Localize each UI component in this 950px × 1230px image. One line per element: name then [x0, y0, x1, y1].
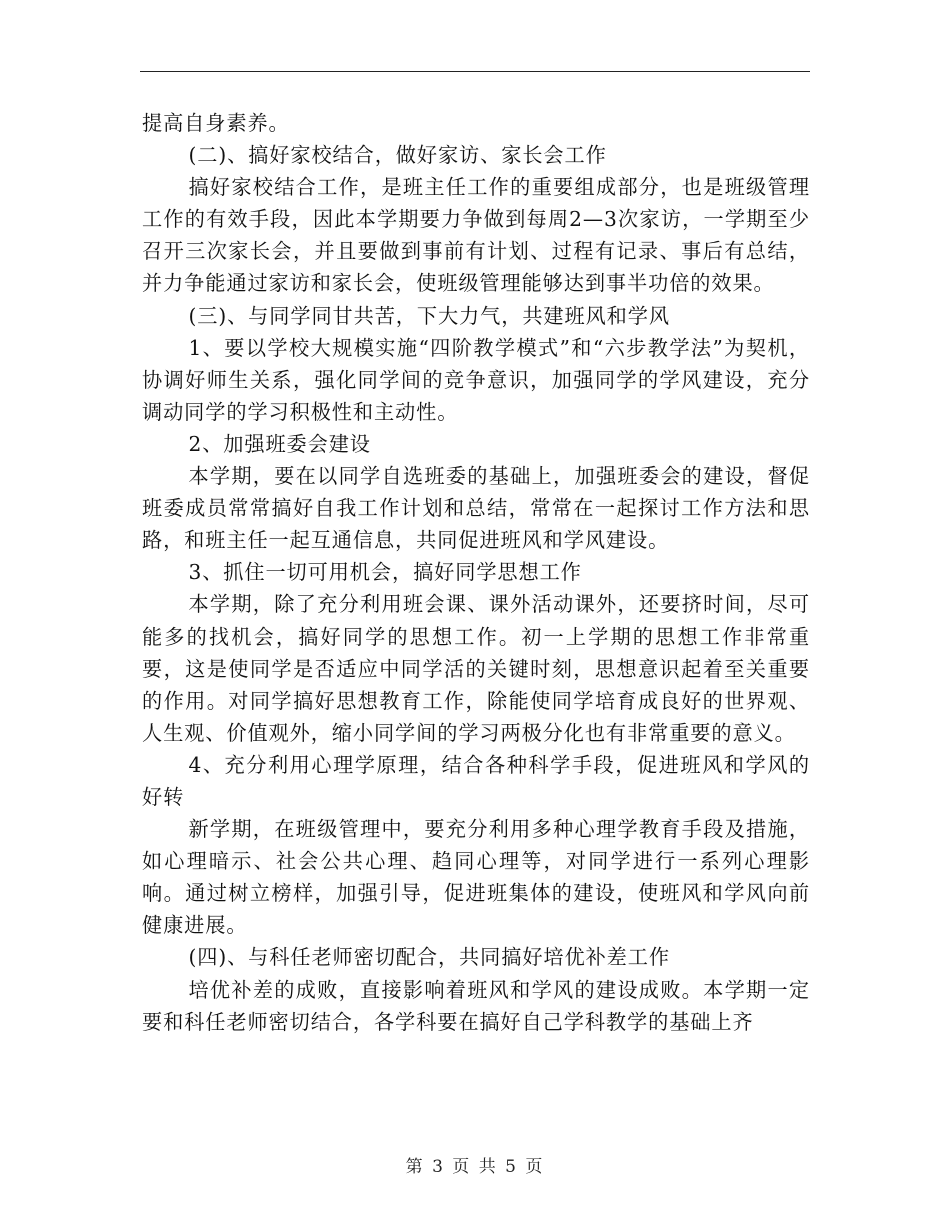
section-heading: (二)、搞好家校结合，做好家访、家长会工作 — [188, 143, 607, 168]
page-number-footer: 第 3 页 共 5 页 — [405, 1157, 545, 1177]
subheading: 4、充分利用心理学原理，结合各种科学手段，促进班风和学风的好转 — [142, 752, 810, 809]
section-heading: (三)、与同学同甘共苦，下大力气，共建班风和学风 — [188, 303, 670, 328]
section-heading: (四)、与科任老师密切配合，共同搞好培优补差工作 — [188, 945, 670, 970]
subheading: 2、加强班委会建设 — [188, 431, 371, 456]
paragraph: 1、要以学校大规模实施“四阶教学模式”和“六步教学法”为契机，协调好师生关系，强化同学间的竞争意识，加强同学的学风建设，充分调动同学的学习积极性和主动性。 — [142, 335, 810, 424]
paragraph: 搞好家校结合工作，是班主任工作的重要组成部分，也是班级管理工作的有效手段，因此本学期要力争做到每周2—3次家访，一学期至少召开三次家长会，并且要做到事前有计划、过程有记录、事后有总结，并力争能通过家访和家长会，使班级管理能够达到事半功倍的效果。 — [142, 175, 810, 296]
paragraph: 提高自身素养。 — [142, 111, 290, 135]
document-body — [142, 107, 810, 1038]
paragraph: 培优补差的成败，直接影响着班风和学风的建设成败。本学期一定要和科任老师密切结合，各学科要在搞好自己学科教学的基础上齐 — [142, 977, 810, 1034]
paragraph: 本学期，除了充分利用班会课、课外活动课外，还要挤时间，尽可能多的找机会，搞好同学的思想工作。初一上学期的思想工作非常重要，这是使同学是否适应中同学活的关键时刻，思想意识起着至关重要的作用。对同学搞好思想教育工作，除能使同学培育成良好的世界观、人生观、价值观外，缩小同学间的学习两极分化也有非常重要的意义。 — [142, 592, 810, 745]
paragraph: 本学期，要在以同学自选班委的基础上，加强班委会的建设，督促班委成员常常搞好自我工作计划和总结，常常在一起探讨工作方法和思路，和班主任一起互通信息，共同促进班风和学风建设。 — [142, 464, 810, 553]
subheading: 3、抓住一切可用机会，搞好同学思想工作 — [188, 560, 582, 585]
header-rule — [140, 71, 810, 72]
paragraph: 新学期，在班级管理中，要充分利用多种心理学教育手段及措施，如心理暗示、社会公共心理、趋同心理等，对同学进行一系列心理影响。通过树立榜样，加强引导，促进班集体的建设，使班风和学风向前健康进展。 — [142, 817, 810, 938]
